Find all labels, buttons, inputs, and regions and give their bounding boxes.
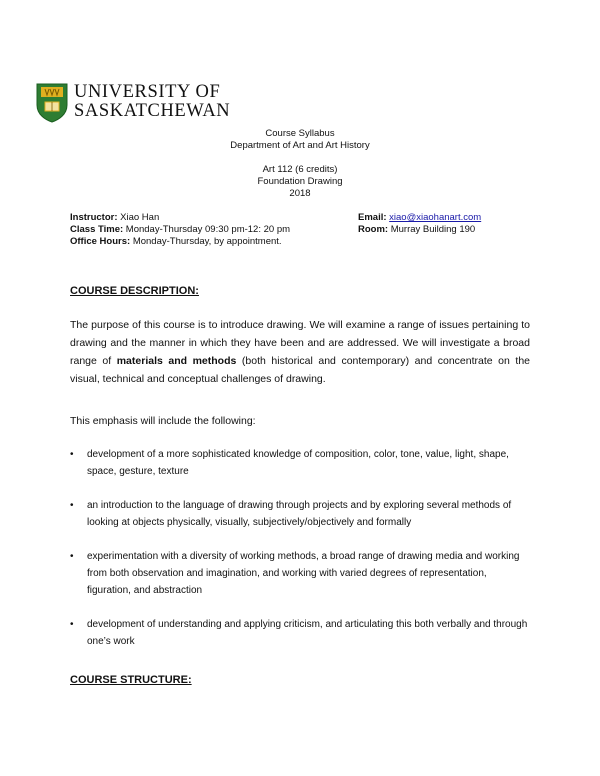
room-value: Murray Building 190: [390, 224, 476, 235]
description-paragraph: [70, 316, 530, 388]
description-text: (both historical and contemporary) and concentrate on the visual, technical and conceptual challenges of drawing.: [70, 355, 530, 385]
list-item: [70, 616, 530, 650]
list-item-text: experimentation with a diversity of working methods, a broad range of drawing media and working from both observation and imagination, and working with varied degrees of representation, figuration, and abstraction: [87, 551, 520, 596]
syllabus-title: [0, 128, 600, 152]
list-item-text: an introduction to the language of drawing through projects and by exploring several methods of looking at objects physically, visually, subjectively/objectively and formally: [87, 500, 512, 528]
instructor-value: Xiao Han: [120, 212, 160, 223]
emphasis-list: [70, 446, 530, 667]
course-title: [0, 164, 600, 200]
bullet-icon: •: [70, 551, 74, 562]
email-link[interactable]: xiao@xiaohanart.com: [389, 212, 482, 223]
university-name-line2: SASKATCHEWAN: [74, 101, 231, 121]
university-logo: [36, 83, 246, 129]
emphasis-intro: This emphasis will include the following:: [70, 415, 256, 427]
university-name-line1: UNIVERSITY OF: [74, 82, 221, 102]
course-line: 2018: [289, 188, 311, 199]
description-text: The purpose of this course is to introduce drawing. We will examine a range of issues pertaining to drawing and the manner in which they have been and are addressed. We will investigate a broad range of: [70, 319, 530, 367]
class-time-value: Monday-Thursday 09:30 pm-12: 20 pm: [125, 224, 291, 235]
bullet-icon: •: [70, 500, 74, 511]
email-row: [358, 212, 481, 224]
university-name: [74, 83, 230, 121]
description-emphasis: materials and methods: [116, 355, 237, 367]
list-item-text: development of a more sophisticated knowledge of composition, color, tone, value, light, shape, space, gesture, texture: [87, 449, 509, 477]
course-line: Art 112 (6 credits): [262, 164, 338, 175]
title-line: Course Syllabus: [265, 128, 335, 139]
course-line: Foundation Drawing: [257, 176, 343, 187]
list-item: [70, 446, 530, 480]
office-hours-label: Office Hours:: [70, 236, 131, 247]
office-hours-row: [70, 236, 282, 248]
room-label: Room:: [358, 224, 389, 235]
title-line: Department of Art and Art History: [230, 140, 370, 151]
university-crest-icon: [36, 83, 68, 123]
course-description-heading: COURSE DESCRIPTION:: [70, 285, 199, 297]
class-time-row: [70, 224, 290, 236]
office-hours-value: Monday-Thursday, by appointment.: [132, 236, 282, 247]
bullet-icon: •: [70, 449, 74, 460]
list-item: [70, 548, 530, 599]
room-row: [358, 224, 475, 236]
instructor-row: [70, 212, 159, 224]
list-item: [70, 497, 530, 531]
bullet-icon: •: [70, 619, 74, 630]
course-structure-heading: COURSE STRUCTURE:: [70, 674, 192, 686]
instructor-label: Instructor:: [70, 212, 118, 223]
class-time-label: Class Time:: [70, 224, 124, 235]
list-item-text: development of understanding and applying criticism, and articulating this both verbally and through one’s work: [87, 619, 528, 647]
email-label: Email:: [358, 212, 387, 223]
